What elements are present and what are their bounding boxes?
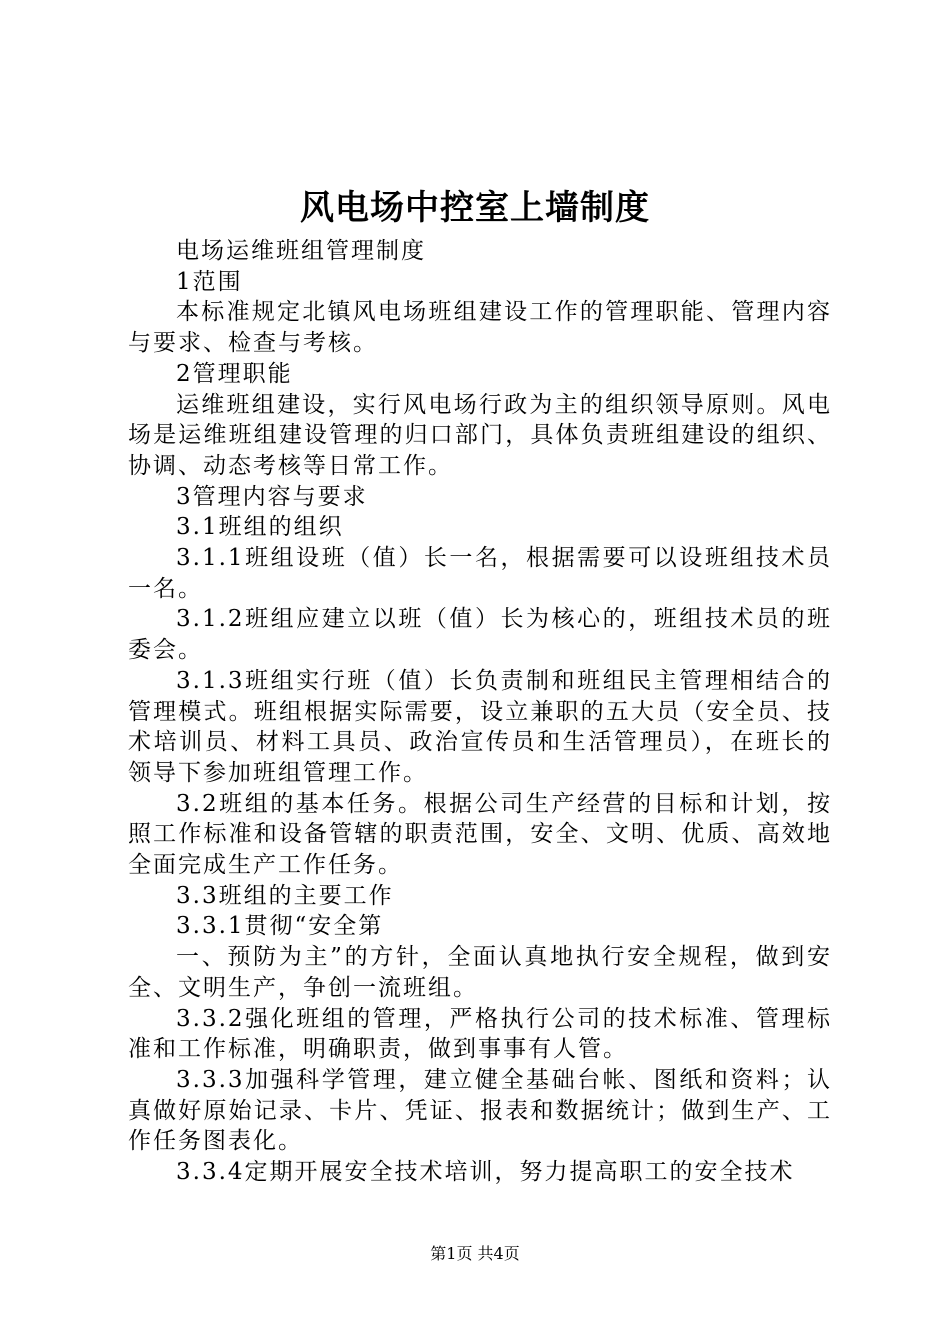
paragraph: 一、预防为主”的方针，全面认真地执行安全规程，做到安全、文明生产，争创一流班组。	[128, 944, 832, 1001]
section-heading: 2管理职能	[176, 360, 293, 387]
section-heading: 3管理内容与要求	[176, 483, 368, 510]
subsection-heading: 3.1班组的组织	[176, 514, 344, 541]
paragraph: 3.1.1班组设班（值）长一名，根据需要可以设班组技术员一名。	[128, 545, 832, 602]
paragraph: 3.3.1贯彻“安全第	[176, 913, 384, 940]
paragraph: 3.3.4定期开展安全技术培训，努力提高职工的安全技术	[176, 1159, 795, 1186]
paragraph: 3.3.3加强科学管理，建立健全基础台帐、图纸和资料；认真做好原始记录、卡片、凭证、报表和数据统计；做到生产、工作任务图表化。	[128, 1066, 832, 1155]
document-body	[128, 236, 832, 1188]
page-number-footer: 第1页 共4页	[430, 1244, 520, 1263]
subsection-heading: 3.3班组的主要工作	[176, 882, 394, 909]
paragraph: 3.1.2班组应建立以班（值）长为核心的，班组技术员的班委会。	[128, 606, 832, 664]
paragraph: 运维班组建设，实行风电场行政为主的组织领导原则。风电场是运维班组建设管理的归口部门，具体负责班组建设的组织、协调、动态考核等日常工作。	[128, 391, 832, 479]
paragraph: 3.3.2强化班组的管理，严格执行公司的技术标准、管理标准和工作标准，明确职责，做到事事有人管。	[128, 1005, 832, 1063]
document-title: 风电场中控室上墙制度	[300, 188, 650, 228]
paragraph: 3.2班组的基本任务。根据公司生产经营的目标和计划，按照工作标准和设备管辖的职责范围，安全、文明、优质、高效地全面完成生产工作任务。	[128, 790, 832, 879]
paragraph: 电场运维班组管理制度	[176, 238, 426, 264]
paragraph: 本标准规定北镇风电场班组建设工作的管理职能、管理内容与要求、检查与考核。	[128, 299, 832, 357]
section-heading: 1范围	[176, 268, 243, 295]
paragraph: 3.1.3班组实行班（值）长负责制和班组民主管理相结合的管理模式。班组根据实际需要，设立兼职的五大员（安全员、技术培训员、材料工具员、政治宣传员和生活管理员），在班长的领导下参加班组管理工作。	[128, 667, 832, 786]
